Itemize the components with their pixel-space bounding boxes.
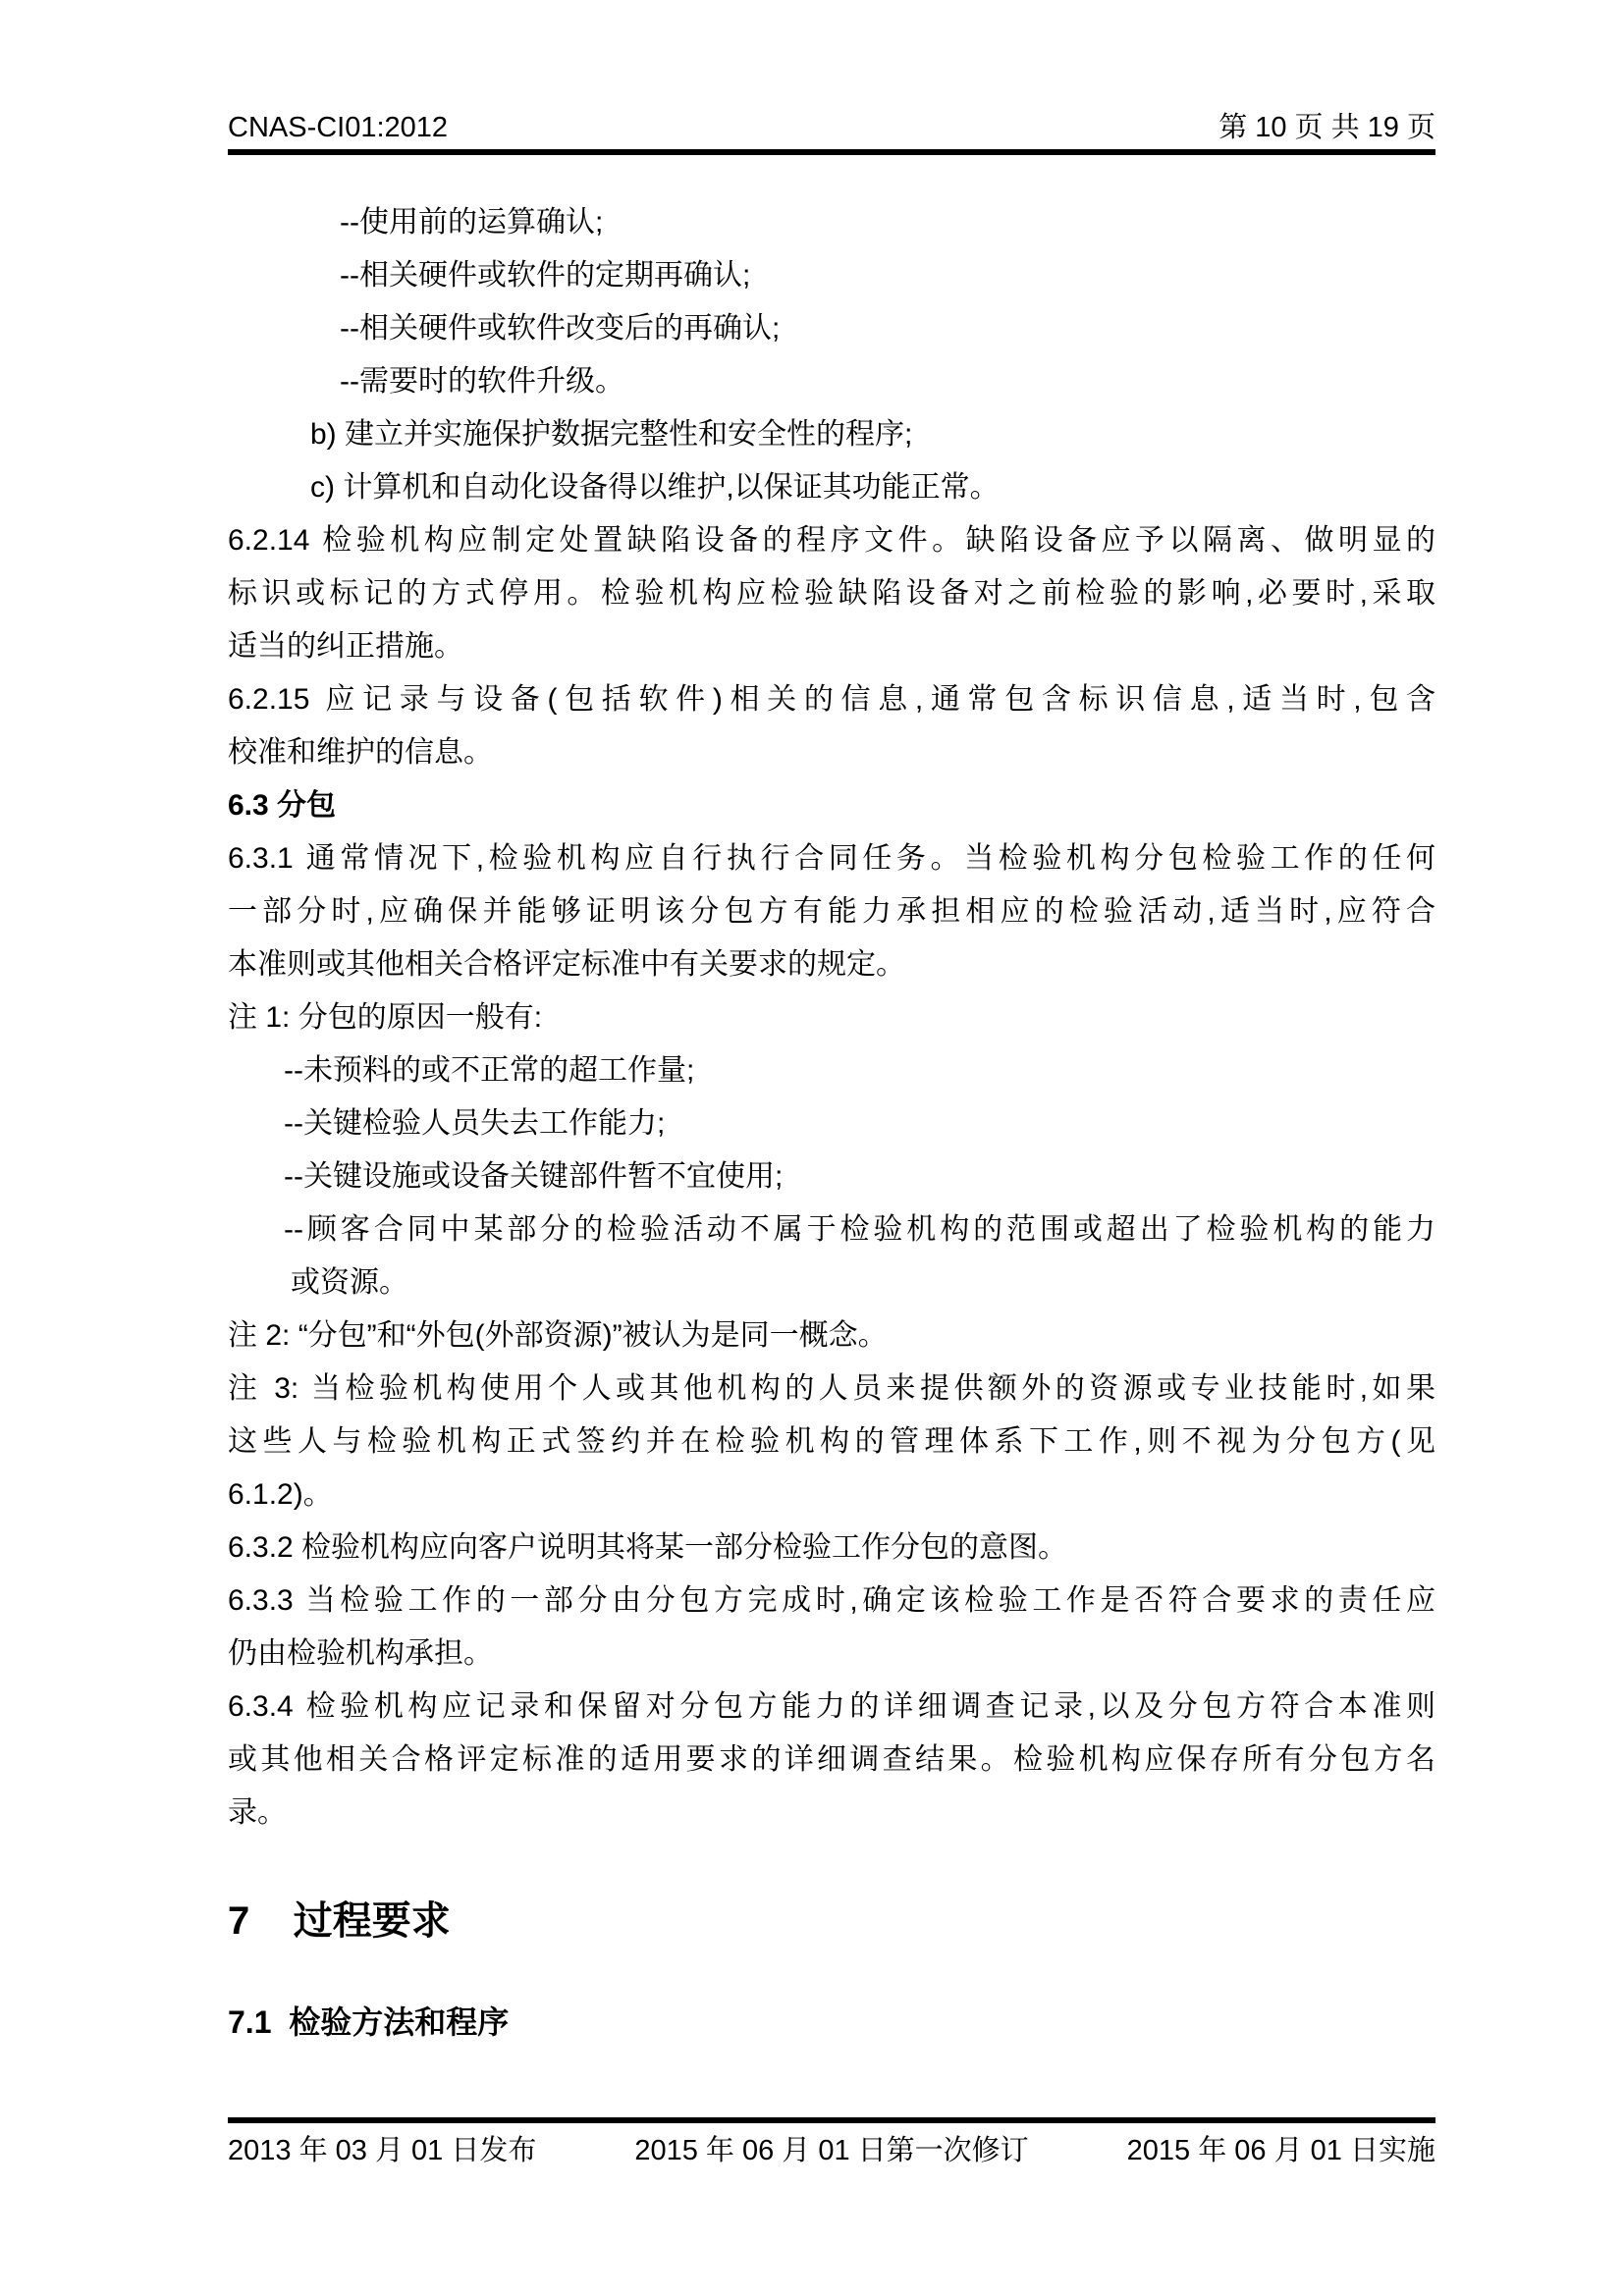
text-line: 或资源。 [291,1266,408,1299]
footer-revised-date: 2015 年 06 月 01 日第一次修订 [634,2135,1029,2166]
page-footer [228,2117,1435,2168]
text-line: --需要时的软件升级。 [340,365,624,398]
text-line: 或其他相关合格评定标准的适用要求的详细调查结果。检验机构应保存所有分包方名 [228,1743,1435,1776]
section-7-heading: 7 过程要求 [228,1899,451,1943]
text-line: --顾客合同中某部分的检验活动不属于检验机构的范围或超出了检验机构的能力 [284,1213,1435,1246]
text-line: --相关硬件或软件的定期再确认; [340,259,751,292]
text-line: 注 2: “分包”和“外包(外部资源)”被认为是同一概念。 [228,1319,888,1352]
text-line: b) 建立并实施保护数据完整性和安全性的程序; [310,418,913,451]
text-line: --使用前的运算确认; [340,206,604,239]
text-line: 6.3.4 检验机构应记录和保留对分包方能力的详细调查记录,以及分包方符合本准则 [228,1690,1435,1723]
text-line: --未预料的或不正常的超工作量; [284,1054,695,1087]
text-line: 6.3.2 检验机构应向客户说明其将某一部分检验工作分包的意图。 [228,1531,1068,1564]
text-line: --相关硬件或软件改变后的再确认; [340,312,781,345]
text-line: 适当的纠正措施。 [228,630,463,663]
footer-published-date: 2013 年 03 月 01 日发布 [228,2135,537,2166]
text-line: 注 1: 分包的原因一般有: [228,1001,543,1034]
text-line: 一部分时,应确保并能够证明该分包方有能力承担相应的检验活动,适当时,应符合 [228,895,1435,928]
text-line: 这些人与检验机构正式签约并在检验机构的管理体系下工作,则不视为分包方(见 [228,1425,1435,1458]
clause-7-1-heading: 7.1 检验方法和程序 [228,2004,510,2040]
body-lines [228,196,1435,2049]
text-line: 本准则或其他相关合格评定标准中有关要求的规定。 [228,948,905,981]
text-line: 6.1.2)。 [228,1478,333,1511]
text-line: --关键检验人员失去工作能力; [284,1107,666,1140]
text-line: 6.2.15 应记录与设备(包括软件)相关的信息,通常包含标识信息,适当时,包含 [228,683,1435,716]
footer-implemented-date: 2015 年 06 月 01 日实施 [1126,2135,1435,2166]
page-header [228,108,1435,155]
doc-code: CNAS-CI01:2012 [228,112,449,143]
text-line: 录。 [228,1796,287,1829]
clause-6-3-heading: 6.3 分包 [228,789,337,822]
text-line: 6.2.14 检验机构应制定处置缺陷设备的程序文件。缺陷设备应予以隔离、做明显的 [228,524,1435,557]
text-line: --关键设施或设备关键部件暂不宜使用; [284,1160,784,1193]
text-line: 6.3.3 当检验工作的一部分由分包方完成时,确定该检验工作是否符合要求的责任应 [228,1584,1435,1617]
text-line: 注 3: 当检验机构使用个人或其他机构的人员来提供额外的资源或专业技能时,如果 [228,1372,1435,1405]
text-line: 仍由检验机构承担。 [228,1637,493,1670]
text-line: 校准和维护的信息。 [228,736,493,769]
text-line: c) 计算机和自动化设备得以维护,以保证其功能正常。 [310,471,1000,504]
text-line: 标识或标记的方式停用。检验机构应检验缺陷设备对之前检验的影响,必要时,采取 [228,577,1435,610]
text-line: 6.3.1 通常情况下,检验机构应自行执行合同任务。当检验机构分包检验工作的任何 [228,842,1435,875]
page-number: 第 10 页 共 19 页 [1218,112,1435,143]
